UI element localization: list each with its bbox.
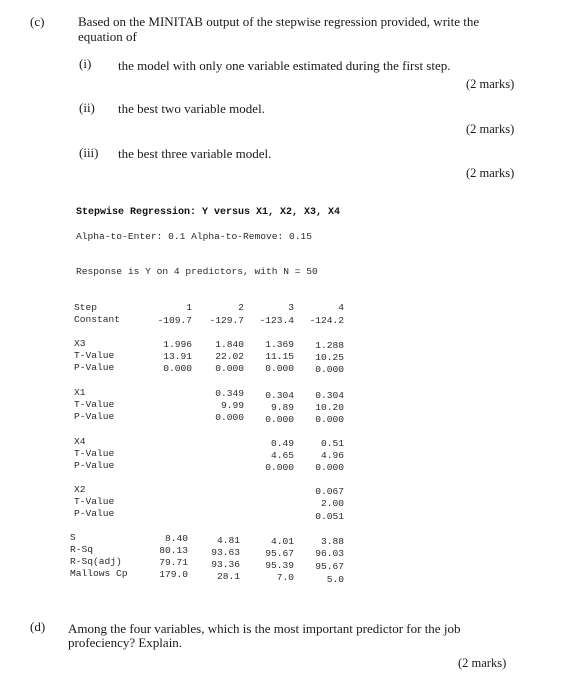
t-cell: 4.65	[270, 450, 294, 461]
p-cell: 0.000	[265, 363, 294, 374]
minitab-alpha-line: Alpha-to-Enter: 0.1 Alpha-to-Remove: 0.15	[76, 231, 313, 242]
p-cell: 0.000	[315, 364, 344, 375]
summary-cell: 28.1	[216, 571, 240, 582]
t-value-label: T-Value	[74, 448, 115, 459]
t-cell: 10.20	[315, 402, 344, 413]
summary-cell: 96.03	[315, 548, 344, 559]
step-number: 2	[238, 302, 244, 313]
summary-rsq-adj-label: R-Sq(adj)	[70, 556, 122, 567]
p-cell: 0.000	[215, 412, 244, 423]
coef-cell: 0.304	[265, 390, 294, 401]
coef-cell: 0.304	[315, 390, 344, 401]
summary-cell: 93.36	[211, 559, 240, 570]
t-cell: 9.89	[270, 402, 294, 413]
coef-cell: 0.349	[215, 388, 244, 399]
t-value-label: T-Value	[74, 350, 115, 361]
var-x3-label: X3	[74, 338, 86, 349]
summary-cell: 95.67	[265, 548, 294, 559]
summary-cell: 4.81	[216, 535, 240, 546]
t-cell: 13.91	[163, 351, 192, 362]
coef-cell: 1.996	[163, 339, 192, 350]
p-value-label: P-Value	[74, 508, 115, 519]
t-value-label: T-Value	[74, 399, 115, 410]
p-cell: 0.000	[163, 363, 192, 374]
summary-cell: 4.01	[270, 536, 294, 547]
coef-cell: 1.840	[215, 339, 244, 350]
coef-cell: 1.369	[265, 339, 294, 350]
item-iii-text: the best three variable model.	[118, 146, 272, 161]
item-ii-text: the best two variable model.	[118, 101, 265, 116]
coef-cell: 0.067	[315, 486, 344, 497]
question-d-marks: (2 marks)	[458, 656, 507, 670]
p-value-label: P-Value	[74, 362, 115, 373]
minitab-title: Stepwise Regression: Y versus X1, X2, X3, X4	[76, 207, 341, 218]
coef-cell: 0.49	[270, 438, 294, 449]
summary-s-label: S	[70, 532, 76, 543]
constant-value: -109.7	[157, 315, 192, 326]
summary-cell: 95.39	[265, 560, 294, 571]
constant-value: -124.2	[309, 315, 344, 326]
constant-label: Constant	[74, 314, 121, 325]
t-cell: 10.25	[315, 352, 344, 363]
t-cell: 9.99	[220, 400, 244, 411]
step-number: 3	[288, 302, 294, 313]
item-i-marks: (2 marks)	[466, 77, 515, 91]
question-c-text-line2: equation of	[78, 29, 137, 44]
summary-cell: 95.67	[315, 561, 344, 572]
p-cell: 0.000	[215, 363, 244, 374]
item-ii-marks: (2 marks)	[466, 122, 515, 136]
question-d-text-line2: profeciency? Explain.	[68, 635, 183, 650]
summary-cell: 5.0	[326, 574, 344, 585]
var-x1-label: X1	[74, 387, 86, 398]
summary-cell: 3.88	[320, 536, 344, 547]
constant-value: -123.4	[259, 315, 294, 326]
summary-rsq-label: R-Sq	[70, 544, 94, 555]
p-value-label: P-Value	[74, 460, 115, 471]
p-cell: 0.000	[315, 462, 344, 473]
item-iii-marks: (2 marks)	[466, 166, 515, 180]
summary-cell: 93.63	[211, 547, 240, 558]
item-i-text: the model with only one variable estimated during the first step.	[118, 58, 451, 73]
t-value-label: T-Value	[74, 496, 115, 507]
minitab-response-line: Response is Y on 4 predictors, with N = 50	[76, 266, 318, 277]
t-cell: 2.00	[320, 498, 344, 509]
var-x4-label: X4	[74, 436, 86, 447]
summary-cell: 79.71	[159, 557, 188, 568]
summary-mallows-cp-label: Mallows Cp	[70, 568, 128, 579]
p-cell: 0.000	[265, 414, 294, 425]
summary-cell: 8.40	[164, 533, 188, 544]
summary-cell: 179.0	[159, 569, 188, 580]
item-iii-label: (iii)	[79, 145, 99, 160]
var-x2-label: X2	[74, 484, 86, 495]
item-i-label: (i)	[79, 56, 92, 71]
coef-cell: 1.288	[315, 340, 344, 351]
p-cell: 0.000	[315, 414, 344, 425]
step-number: 1	[186, 302, 192, 313]
coef-cell: 0.51	[320, 438, 344, 449]
step-label: Step	[74, 302, 98, 313]
t-cell: 4.96	[320, 450, 344, 461]
summary-cell: 7.0	[276, 572, 294, 583]
item-ii-label: (ii)	[79, 100, 95, 115]
t-cell: 11.15	[265, 351, 294, 362]
t-cell: 22.02	[215, 351, 244, 362]
question-c-text-line1: Based on the MINITAB output of the stepwise regression provided, write the	[78, 14, 480, 29]
p-cell: 0.051	[315, 511, 344, 522]
question-d-text-line1: Among the four variables, which is the most important predictor for the job	[68, 621, 461, 636]
summary-cell: 80.13	[159, 545, 188, 556]
step-number: 4	[338, 302, 344, 313]
constant-value: -129.7	[209, 315, 244, 326]
question-d-label: (d)	[30, 619, 46, 634]
question-c-label: (c)	[30, 14, 45, 29]
p-cell: 0.000	[265, 462, 294, 473]
p-value-label: P-Value	[74, 411, 115, 422]
